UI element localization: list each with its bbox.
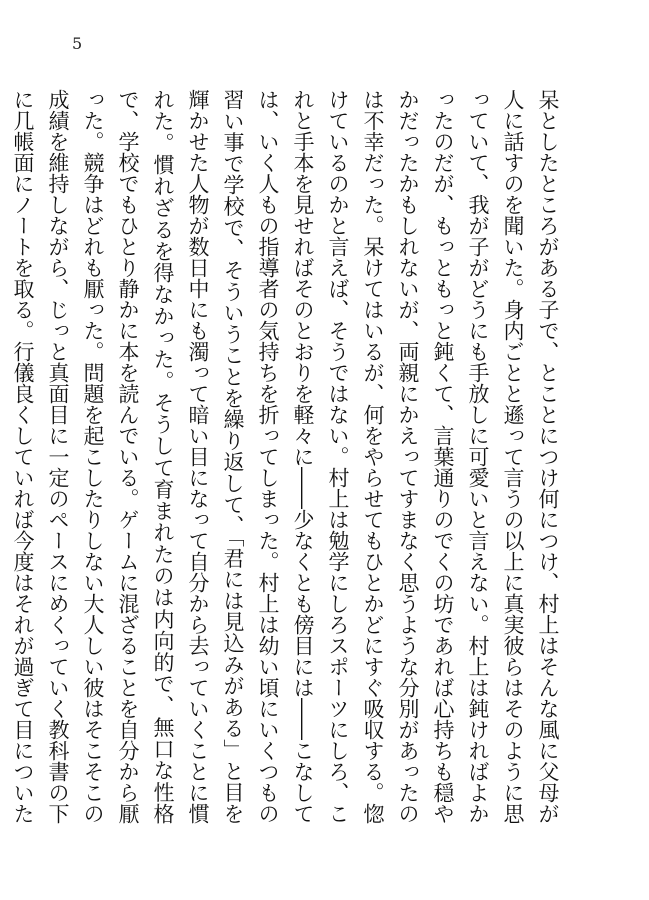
body-text [11,89,565,824]
paragraph: 呆としたところがある子で、とことにつけ何につけ、村上はそんな風に父母が人に話すのを聞いた。身内ごとと遜って言うの以上に真実彼らはそのように思っていて、我が子がどうにも手放しに可愛いと言えない。村上は鈍ければよかったのだが、もっともっと鈍くて、言葉通りのでくの坊であれば心持ちも穏やかだったかもしれないが、両親にかえってすまなく思うような分別があったのは不幸だった。呆けてはいるが、何をやらせてもひとかどにすぐ吸収する。惚けているのかと言えば、そうではない。村上は勉学にしろスポーツにしろ、これと手本を見せればそのとおりを軽々に――少なくとも傍目には――こなしては、いく人もの指導者の気持ちを折ってしまった。村上は幼い頃にいくつもの習い事で学校で、そういうことを繰り返して、「君には見込みがある」と目を輝かせた人物が数日中にも濁って暗い目になって自分から去っていくことに慣れた。慣れざるを得なかった。そうして育まれたのは内向的で、無口な性格で、学校でもひとり静かに本を読んでいる。ゲームに混ざることを自分から厭った。競争はどれも厭った。問題を起こしたりしない大人しい彼はそこそこの成績を維持しながら、じっと真面目に一定のペースにめくっていく教科書の下に几帳面にノートを取る。行儀良くしていれば今度はそれが過ぎて目についた [11,89,560,824]
page-number: 5 [72,34,83,53]
